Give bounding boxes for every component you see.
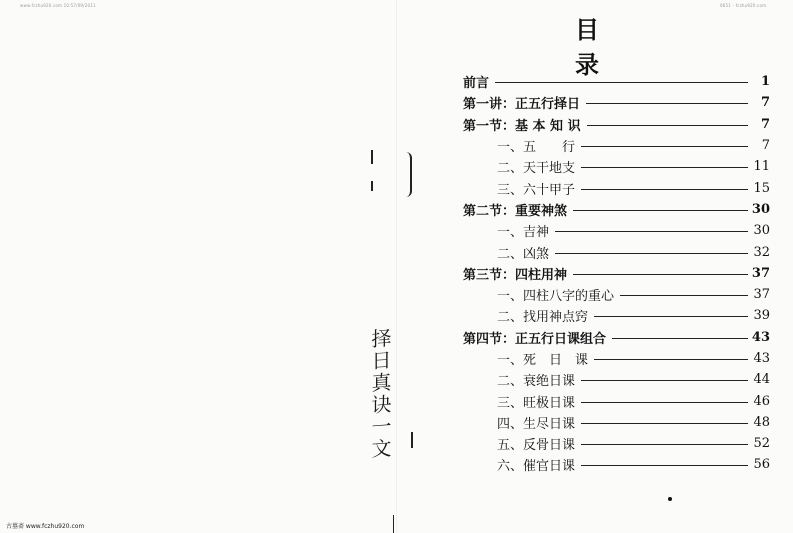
toc-entry-label: 一、五 行: [497, 140, 576, 156]
toc-leader-line: [581, 146, 748, 147]
toc-entry: [463, 390, 770, 411]
toc-entry-page: 15: [753, 180, 770, 196]
toc-entry-label: 第一讲：正五行择日: [463, 97, 581, 113]
toc-leader-line: [586, 103, 748, 104]
ink-dot: [668, 497, 672, 501]
toc-entry: [463, 156, 770, 177]
toc-entry-page: 30: [753, 223, 770, 239]
toc-entry-label: 第一节：基 本 知 识: [463, 118, 581, 134]
toc-entry: [463, 412, 770, 433]
toc-entry: [463, 199, 770, 220]
toc-entry: [463, 369, 770, 390]
toc-entry-label: 一、四柱八字的重心: [497, 289, 615, 305]
toc-leader-line: [594, 359, 748, 360]
toc-entry-page: 7: [760, 116, 770, 132]
toc-entry: [463, 284, 770, 305]
toc-leader-line: [594, 316, 748, 317]
toc-entry-label: 第三节：四柱用神: [463, 267, 568, 283]
toc-entry-label: 四、生尽日课: [497, 416, 576, 432]
toc-entry-label: 一、死 日 课: [497, 353, 589, 368]
toc-entry-page: 44: [753, 372, 770, 388]
toc-entry: [463, 263, 770, 284]
toc-leader-line: [581, 167, 748, 168]
toc-entry-page: 37: [751, 265, 770, 281]
toc-leader-line: [587, 125, 748, 126]
header-left: www.fczhu920.com 10:57/09/2011: [20, 3, 96, 8]
toc-entry: [463, 305, 770, 326]
toc-entry: [463, 135, 770, 156]
toc-entry: [463, 71, 770, 92]
toc-entry-label: 二、找用神点窍: [497, 310, 589, 326]
margin-mark: [371, 181, 373, 191]
margin-mark: [393, 515, 394, 533]
toc-entry-label: 五、反骨日课: [497, 438, 576, 454]
toc-entry: [463, 348, 770, 369]
toc-leader-line: [581, 402, 748, 403]
toc-leader-line: [581, 465, 748, 466]
toc-entry-label: 三、六十甲子: [497, 182, 576, 198]
toc-entry-page: 30: [751, 201, 770, 217]
toc-leader-line: [573, 210, 748, 211]
toc-entry-page: 37: [753, 287, 770, 303]
toc-entry-label: 第四节：正五行日课组合: [463, 331, 607, 347]
toc-entry-page: 52: [753, 436, 770, 452]
toc-leader-line: [495, 82, 748, 83]
bracket-mark: [405, 152, 412, 197]
toc-entry-page: 7: [761, 138, 770, 154]
toc-leader-line: [555, 253, 748, 254]
toc-entry-page: 48: [753, 414, 770, 430]
toc-entry-label: 六、催官日课: [497, 459, 576, 475]
toc-entry-page: 39: [753, 308, 770, 324]
handwritten-note: 择日真诀一文: [368, 327, 392, 461]
toc-leader-line: [612, 338, 748, 339]
toc-entry-label: 前言: [463, 76, 490, 92]
toc-entry-page: 7: [760, 95, 770, 111]
toc-entry-page: 11: [753, 159, 770, 175]
toc-entry-label: 二、衰绝日课: [497, 374, 576, 390]
toc-entry: [463, 114, 770, 135]
toc-entry: [463, 327, 770, 348]
toc-leader-line: [581, 189, 748, 190]
toc-entry: [463, 220, 770, 241]
toc-entry-page: 32: [753, 244, 770, 260]
footer-watermark: 古墓斋 www.fczhu920.com: [6, 523, 85, 530]
toc-leader-line: [581, 380, 748, 381]
toc-entry: [463, 433, 770, 454]
toc-entry: [463, 177, 770, 198]
toc-entry-page: 1: [760, 74, 770, 90]
toc-entry: [463, 241, 770, 262]
toc-entry-page: 43: [751, 329, 770, 345]
toc-entry-label: 二、天干地支: [497, 161, 576, 177]
toc-entry: [463, 92, 770, 113]
header-right: 0651 - fczhu920.com: [720, 3, 767, 8]
table-of-contents: [463, 71, 770, 476]
toc-leader-line: [555, 231, 748, 232]
toc-entry-label: 一、吉神: [497, 225, 550, 241]
toc-entry-label: 三、旺极日课: [497, 395, 576, 411]
margin-mark: [411, 432, 413, 448]
toc-entry-page: 56: [753, 457, 770, 473]
toc-leader-line: [581, 423, 748, 424]
toc-entry-label: 第二节：重要神煞: [463, 203, 568, 219]
toc-entry-page: 43: [753, 351, 770, 366]
toc-leader-line: [573, 274, 748, 275]
toc-leader-line: [581, 444, 748, 445]
toc-leader-line: [620, 295, 748, 296]
toc-entry: [463, 454, 770, 475]
margin-mark: [371, 150, 373, 164]
page-fold: [396, 0, 397, 533]
toc-entry-label: 二、凶煞: [497, 246, 550, 262]
page-title: 目 录: [575, 16, 615, 79]
toc-entry-page: 46: [753, 393, 770, 409]
